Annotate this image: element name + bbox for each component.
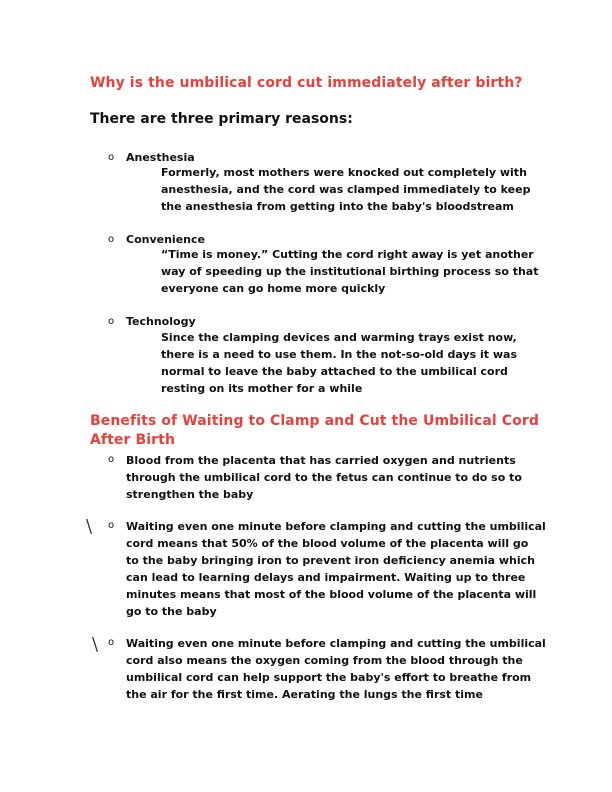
reason-text: Since the clamping devices and warming trays exist now, there is a need to use them. In the not-so-old days it was normal to leave the baby attached to the umbilical cord resting on its mother for a while	[161, 331, 517, 395]
reason-text: Formerly, most mothers were knocked out completely with anesthesia, and the cord was clamped immediately to keep the anesthesia from getting into the baby's bloodstream	[161, 166, 531, 213]
intro-line: There are three primary reasons:	[90, 111, 353, 127]
benefit-text: Waiting even one minute before clamping and cutting the umbilical cord also means the oxygen coming from the blood through the umbilical cord can help support the baby's effort to breathe from the air for the first time. Aerating the lungs the first time	[126, 637, 546, 701]
page-title: Why is the umbilical cord cut immediately after birth?	[90, 75, 523, 91]
bullet-circle-icon: o	[108, 454, 115, 465]
handwritten-check-icon: \	[86, 516, 93, 537]
bullet-circle-icon: o	[108, 520, 115, 531]
bullet-circle-icon: o	[108, 316, 115, 327]
benefit-text: Waiting even one minute before clamping and cutting the umbilical cord means that 50% of the blood volume of the placenta will go to the baby bringing iron to prevent iron deficiency anemia which can lead to learning delays and impairment. Waiting up to three minutes means that most of the blood volume of the placenta will go to the baby	[126, 520, 546, 618]
reason-title: Technology	[126, 315, 196, 328]
handwritten-check-icon: \	[92, 634, 99, 655]
benefits-heading: Benefits of Waiting to Clamp and Cut the Umbilical Cord	[90, 413, 539, 429]
reason-text: “Time is money.” Cutting the cord right away is yet another way of speeding up the institutional birthing process so that everyone can go home more quickly	[161, 248, 539, 295]
bullet-circle-icon: o	[108, 637, 115, 648]
benefit-text: Blood from the placenta that has carried oxygen and nutrients through the umbilical cord to the fetus can continue to do so to strengthen the baby	[126, 454, 522, 501]
reason-title: Anesthesia	[126, 151, 195, 164]
bullet-circle-icon: o	[108, 152, 115, 163]
bullet-circle-icon: o	[108, 234, 115, 245]
benefits-heading-line2: After Birth	[90, 432, 176, 448]
reason-title: Convenience	[126, 233, 205, 246]
